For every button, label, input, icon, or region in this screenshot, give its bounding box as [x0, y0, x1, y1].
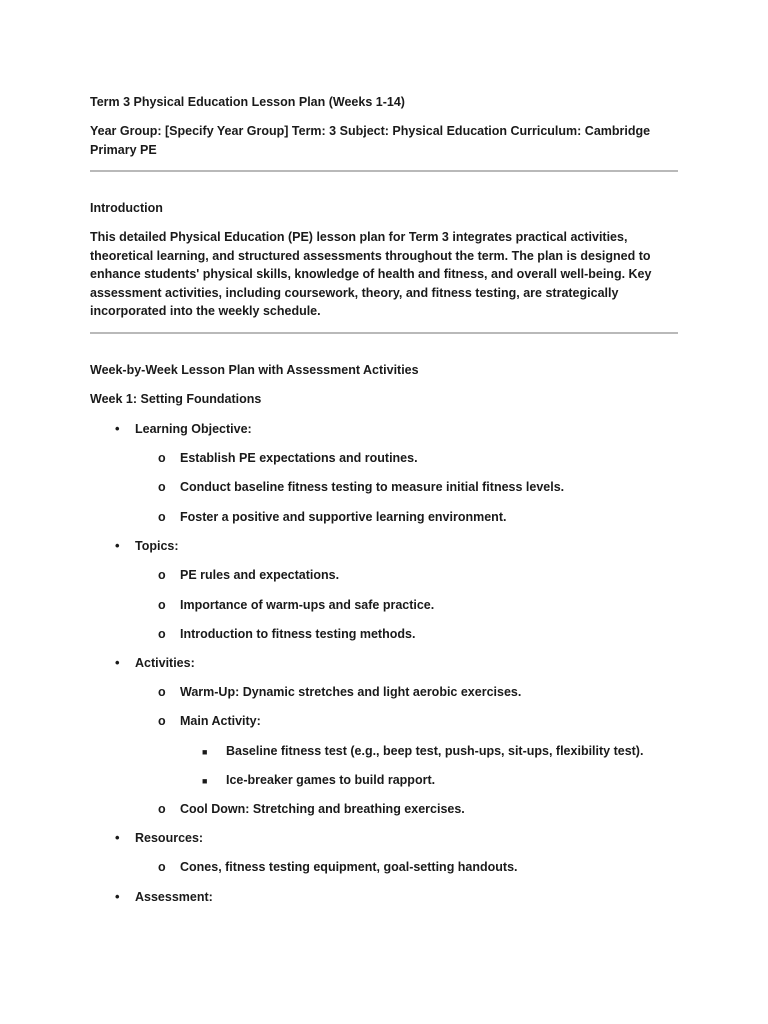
square-bullet-icon: ■ [202, 776, 208, 786]
list-item-text: Ice-breaker games to build rapport. [226, 773, 436, 787]
assessment-label: Assessment: [135, 890, 213, 904]
list-item-text: Foster a positive and supportive learning environment. [180, 510, 507, 524]
circle-bullet-icon: o [158, 480, 166, 494]
circle-bullet-icon: o [158, 510, 166, 524]
list-item [115, 420, 252, 438]
introduction-body: This detailed Physical Education (PE) lesson plan for Term 3 integrates practical activities, theoretical learning, and structured assessments throughout the term. The plan is designed to enhance students' physical skills, knowledge of health and fitness, and overall well-being. Key assessment activities, including coursework, theory, and fitness testing, are strategically incorporated into the weekly schedule. [90, 230, 652, 318]
divider [90, 170, 678, 172]
list-item-text: PE rules and expectations. [180, 568, 340, 582]
list-item [158, 625, 416, 643]
list-item-text: Conduct baseline fitness testing to measure initial fitness levels. [180, 480, 565, 494]
circle-bullet-icon: o [158, 451, 166, 465]
list-item [158, 478, 565, 496]
bullet-icon: • [115, 538, 120, 553]
list-item [202, 771, 436, 789]
bullet-icon: • [115, 655, 120, 670]
circle-bullet-icon: o [158, 860, 166, 874]
list-item [115, 829, 204, 847]
document-meta: Year Group: [Specify Year Group] Term: 3 Subject: Physical Education Curriculum: Cambridge Primary PE [90, 124, 651, 157]
square-bullet-icon: ■ [202, 747, 208, 757]
bullet-icon: • [115, 421, 120, 436]
list-item-text: Establish PE expectations and routines. [180, 451, 418, 465]
topics-label: Topics: [135, 539, 179, 553]
activities-label: Activities: [135, 656, 195, 670]
circle-bullet-icon: o [158, 627, 166, 641]
document-title: Term 3 Physical Education Lesson Plan (Weeks 1-14) [90, 95, 405, 109]
circle-bullet-icon: o [158, 714, 166, 728]
list-item [158, 712, 261, 730]
list-item [158, 683, 522, 701]
list-item [115, 537, 179, 555]
plan-heading: Week-by-Week Lesson Plan with Assessment Activities [90, 363, 419, 377]
introduction-heading: Introduction [90, 201, 163, 215]
circle-bullet-icon: o [158, 598, 166, 612]
list-item-text: Introduction to fitness testing methods. [180, 627, 416, 641]
list-item [158, 566, 340, 584]
circle-bullet-icon: o [158, 802, 166, 816]
resources-label: Resources: [135, 831, 204, 845]
list-item [158, 858, 518, 876]
list-item [115, 654, 195, 672]
bullet-icon: • [115, 830, 120, 845]
list-item [158, 449, 418, 467]
list-item-text: Cool Down: Stretching and breathing exercises. [180, 802, 465, 816]
circle-bullet-icon: o [158, 685, 166, 699]
list-item-text: Baseline fitness test (e.g., beep test, push-ups, sit-ups, flexibility test). [226, 744, 644, 758]
main-activity-label: Main Activity: [180, 714, 261, 728]
list-item-text: Cones, fitness testing equipment, goal-setting handouts. [180, 860, 518, 874]
list-item [158, 800, 465, 818]
list-item-text: Importance of warm-ups and safe practice. [180, 598, 435, 612]
list-item [158, 508, 507, 526]
list-item [115, 888, 213, 906]
week-1-title: Week 1: Setting Foundations [90, 392, 262, 406]
list-item [158, 596, 435, 614]
list-item-text: Warm-Up: Dynamic stretches and light aerobic exercises. [180, 685, 522, 699]
bullet-icon: • [115, 889, 120, 904]
learning-objective-label: Learning Objective: [135, 422, 252, 436]
divider [90, 332, 678, 334]
circle-bullet-icon: o [158, 568, 166, 582]
list-item [202, 742, 644, 760]
